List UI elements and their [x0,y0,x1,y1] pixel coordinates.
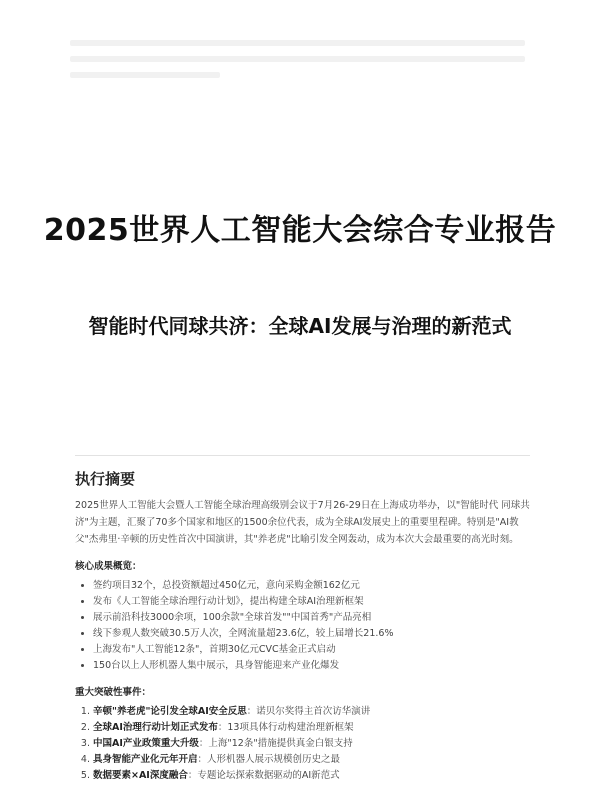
item-bold: 具身智能产业化元年开启 [93,754,198,765]
list-item [93,736,530,752]
breakthroughs-list [75,704,530,784]
list-item: • 150台以上人形机器人集中展示，具身智能迎来产业化爆发 [93,658,530,674]
item-bold: 中国AI产业政策重大升级 [93,738,199,749]
report-body [75,455,530,784]
list-item [93,704,530,720]
core-results-heading: 核心成果概览： [75,561,142,572]
list-item: • 展示前沿科技3000余项，100余款"全球首发""中国首秀"产品亮相 [93,610,530,626]
item-text: ：人形机器人展示规模创历史之最 [197,754,341,765]
item-text: ：专题论坛探索数据驱动的AI新范式 [187,770,340,781]
item-bold: 辛顿"养老虎"论引发全球AI安全反思 [93,706,247,717]
faded-line [70,40,525,46]
executive-summary-heading: 执行摘要 [75,470,136,488]
list-item [93,720,530,736]
item-bold: 全球AI治理行动计划正式发布 [93,722,218,733]
item-text: ：上海"12条"措施提供真金白银支持 [198,738,353,749]
item-text: ：诺贝尔奖得主首次访华演讲 [246,706,371,717]
list-item: • 发布《人工智能全球治理行动计划》，提出构建全球AI治理新框架 [93,594,530,610]
breakthroughs-heading: 重大突破性事件： [75,687,152,698]
list-item: • 上海发布"人工智能12条"，首期30亿元CVC基金正式启动 [93,642,530,658]
faded-line [70,56,525,62]
executive-summary-paragraph: 2025世界人工智能大会暨人工智能全球治理高级别会议于7月26-29日在上海成功举办，以"智能时代 同球共济"为主题，汇聚了70多个国家和地区的1500余位代表，成为全球AI发展史上的重要里程碑。特别是"AI教父"杰弗里·辛顿的历史性首次中国演讲，其"养老虎"比喻引发全网轰动，成为本次大会最重要的高光时刻。 [75,500,530,545]
item-bold: 数据要素×AI深度融合 [93,770,188,781]
list-item [93,768,530,784]
faded-header-lines [70,40,530,88]
list-item: • 签约项目32个，总投资额超过450亿元，意向采购金额162亿元 [93,578,530,594]
list-item [93,752,530,768]
report-title: 2025世界人工智能大会综合专业报告 [43,213,557,248]
core-results-list [75,578,530,674]
list-item: • 线下参观人数突破30.5万人次，全网流量超23.6亿，较上届增长21.6% [93,626,530,642]
report-subtitle: 智能时代同球共济：全球AI发展与治理的新范式 [88,314,512,338]
section-divider [75,455,530,456]
item-text: ：13项具体行动构建治理新框架 [217,722,354,733]
faded-line [70,72,220,78]
